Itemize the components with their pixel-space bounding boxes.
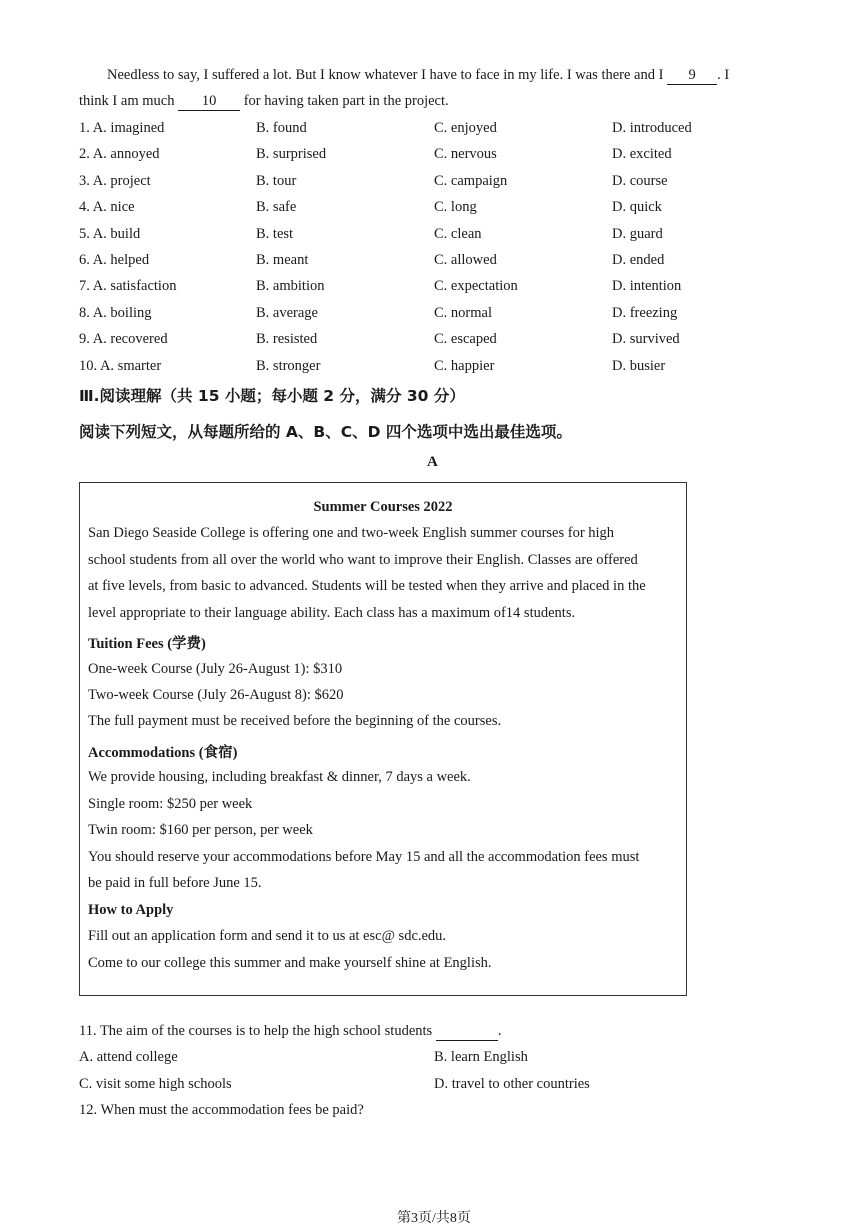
tuition-line: The full payment must be received before the beginning of the courses. bbox=[88, 713, 502, 729]
option-d: D. course bbox=[612, 173, 668, 189]
ad-box bbox=[79, 482, 687, 996]
passage-line-1 bbox=[107, 67, 729, 85]
tuition-heading: Tuition Fees (学费) bbox=[88, 636, 206, 652]
option-b: B. meant bbox=[256, 252, 309, 268]
ad-intro-line: level appropriate to their language ability. Each class has a maximum of14 students. bbox=[88, 605, 576, 621]
accommodation-heading: Accommodations (食宿) bbox=[88, 745, 238, 761]
option-c: C. normal bbox=[434, 305, 492, 321]
ad-intro-line: school students from all over the world who want to improve their English. Classes are offered bbox=[88, 552, 638, 568]
option-c: C. long bbox=[434, 199, 477, 215]
section-instruction: 阅读下列短文，从每题所给的 A、B、C、D 四个选项中选出最佳选项。 bbox=[79, 423, 572, 441]
passage-line-2 bbox=[79, 93, 449, 111]
option-a: 7. A. satisfaction bbox=[79, 278, 177, 294]
option-a: 2. A. annoyed bbox=[79, 146, 160, 162]
option-d: D. freezing bbox=[612, 305, 678, 321]
answer-blank bbox=[436, 1023, 498, 1041]
apply-heading: How to Apply bbox=[88, 902, 174, 918]
option-row bbox=[0, 358, 868, 378]
ad-intro-line: at five levels, from basic to advanced. Students will be tested when they arrive and placed in the bbox=[88, 578, 646, 594]
option-d: D. guard bbox=[612, 226, 663, 242]
option-row bbox=[0, 278, 868, 298]
option-b: B. ambition bbox=[256, 278, 325, 294]
q11-option-a: A. attend college bbox=[79, 1049, 178, 1065]
option-d: D. excited bbox=[612, 146, 672, 162]
option-c: C. allowed bbox=[434, 252, 497, 268]
option-a: 1. A. imagined bbox=[79, 120, 165, 136]
option-d: D. busier bbox=[612, 358, 666, 374]
option-row bbox=[0, 173, 868, 193]
option-d: D. quick bbox=[612, 199, 662, 215]
option-a: 10. A. smarter bbox=[79, 358, 162, 374]
option-b: B. found bbox=[256, 120, 307, 136]
q11-option-c: C. visit some high schools bbox=[79, 1076, 232, 1092]
passage-line-2-end: for having taken part in the project. bbox=[243, 93, 449, 109]
q11-option-b: B. learn English bbox=[434, 1049, 528, 1065]
option-row bbox=[0, 252, 868, 272]
option-d: D. ended bbox=[612, 252, 665, 268]
question-11-stem bbox=[79, 1023, 501, 1041]
option-b: B. safe bbox=[256, 199, 297, 215]
q11-option-d: D. travel to other countries bbox=[434, 1076, 590, 1092]
option-d: D. introduced bbox=[612, 120, 692, 136]
question-11-text: 11. The aim of the courses is to help the high school students bbox=[79, 1023, 433, 1039]
option-row bbox=[0, 331, 868, 351]
option-a: 3. A. project bbox=[79, 173, 151, 189]
option-c: C. campaign bbox=[434, 173, 508, 189]
accommodation-line: Single room: $250 per week bbox=[88, 796, 253, 812]
tuition-line: One-week Course (July 26-August 1): $310 bbox=[88, 661, 343, 677]
option-c: C. nervous bbox=[434, 146, 497, 162]
option-row bbox=[0, 199, 868, 219]
blank-10: 10 bbox=[178, 93, 240, 111]
option-a: 6. A. helped bbox=[79, 252, 150, 268]
apply-line: Come to our college this summer and make yourself shine at English. bbox=[88, 955, 492, 971]
option-row bbox=[0, 146, 868, 166]
section-heading: Ⅲ.阅读理解（共 15 小题；每小题 2 分，满分 30 分） bbox=[79, 387, 465, 405]
blank-9: 9 bbox=[667, 67, 717, 85]
option-a: 4. A. nice bbox=[79, 199, 135, 215]
option-b: B. surprised bbox=[256, 146, 327, 162]
passage-line-1-text: Needless to say, I suffered a lot. But I know whatever I have to face in my life. I was there and I bbox=[107, 67, 664, 83]
option-row bbox=[0, 120, 868, 140]
apply-line: Fill out an application form and send it to us at esc@ sdc.edu. bbox=[88, 928, 447, 944]
option-c: C. happier bbox=[434, 358, 495, 374]
accommodation-line: We provide housing, including breakfast & dinner, 7 days a week. bbox=[88, 769, 471, 785]
option-d: D. intention bbox=[612, 278, 682, 294]
passage-line-2-text: think I am much bbox=[79, 93, 175, 109]
option-a: 5. A. build bbox=[79, 226, 141, 242]
option-b: B. test bbox=[256, 226, 294, 242]
option-row bbox=[0, 226, 868, 246]
accommodation-line: You should reserve your accommodations before May 15 and all the accommodation fees must bbox=[88, 849, 640, 865]
option-b: B. average bbox=[256, 305, 318, 321]
option-a: 8. A. boiling bbox=[79, 305, 152, 321]
option-c: C. enjoyed bbox=[434, 120, 497, 136]
ad-intro-line: San Diego Seaside College is offering one and two-week English summer courses for high bbox=[88, 525, 615, 541]
ad-title: Summer Courses 2022 bbox=[313, 499, 453, 515]
option-c: C. clean bbox=[434, 226, 482, 242]
option-row bbox=[0, 305, 868, 325]
question-11-end: . bbox=[497, 1023, 502, 1039]
accommodation-line: be paid in full before June 15. bbox=[88, 875, 262, 891]
tuition-line: Two-week Course (July 26-August 8): $620 bbox=[88, 687, 344, 703]
accommodation-line: Twin room: $160 per person, per week bbox=[88, 822, 313, 838]
question-12-stem: 12. When must the accommodation fees be paid? bbox=[79, 1102, 364, 1118]
option-b: B. stronger bbox=[256, 358, 321, 374]
option-d: D. survived bbox=[612, 331, 680, 347]
option-c: C. expectation bbox=[434, 278, 518, 294]
passage-line-1-end: . I bbox=[717, 67, 730, 83]
option-b: B. resisted bbox=[256, 331, 318, 347]
passage-label: A bbox=[427, 454, 438, 470]
option-a: 9. A. recovered bbox=[79, 331, 168, 347]
page-number: 第3页/共8页 bbox=[397, 1211, 471, 1226]
option-b: B. tour bbox=[256, 173, 297, 189]
option-c: C. escaped bbox=[434, 331, 497, 347]
